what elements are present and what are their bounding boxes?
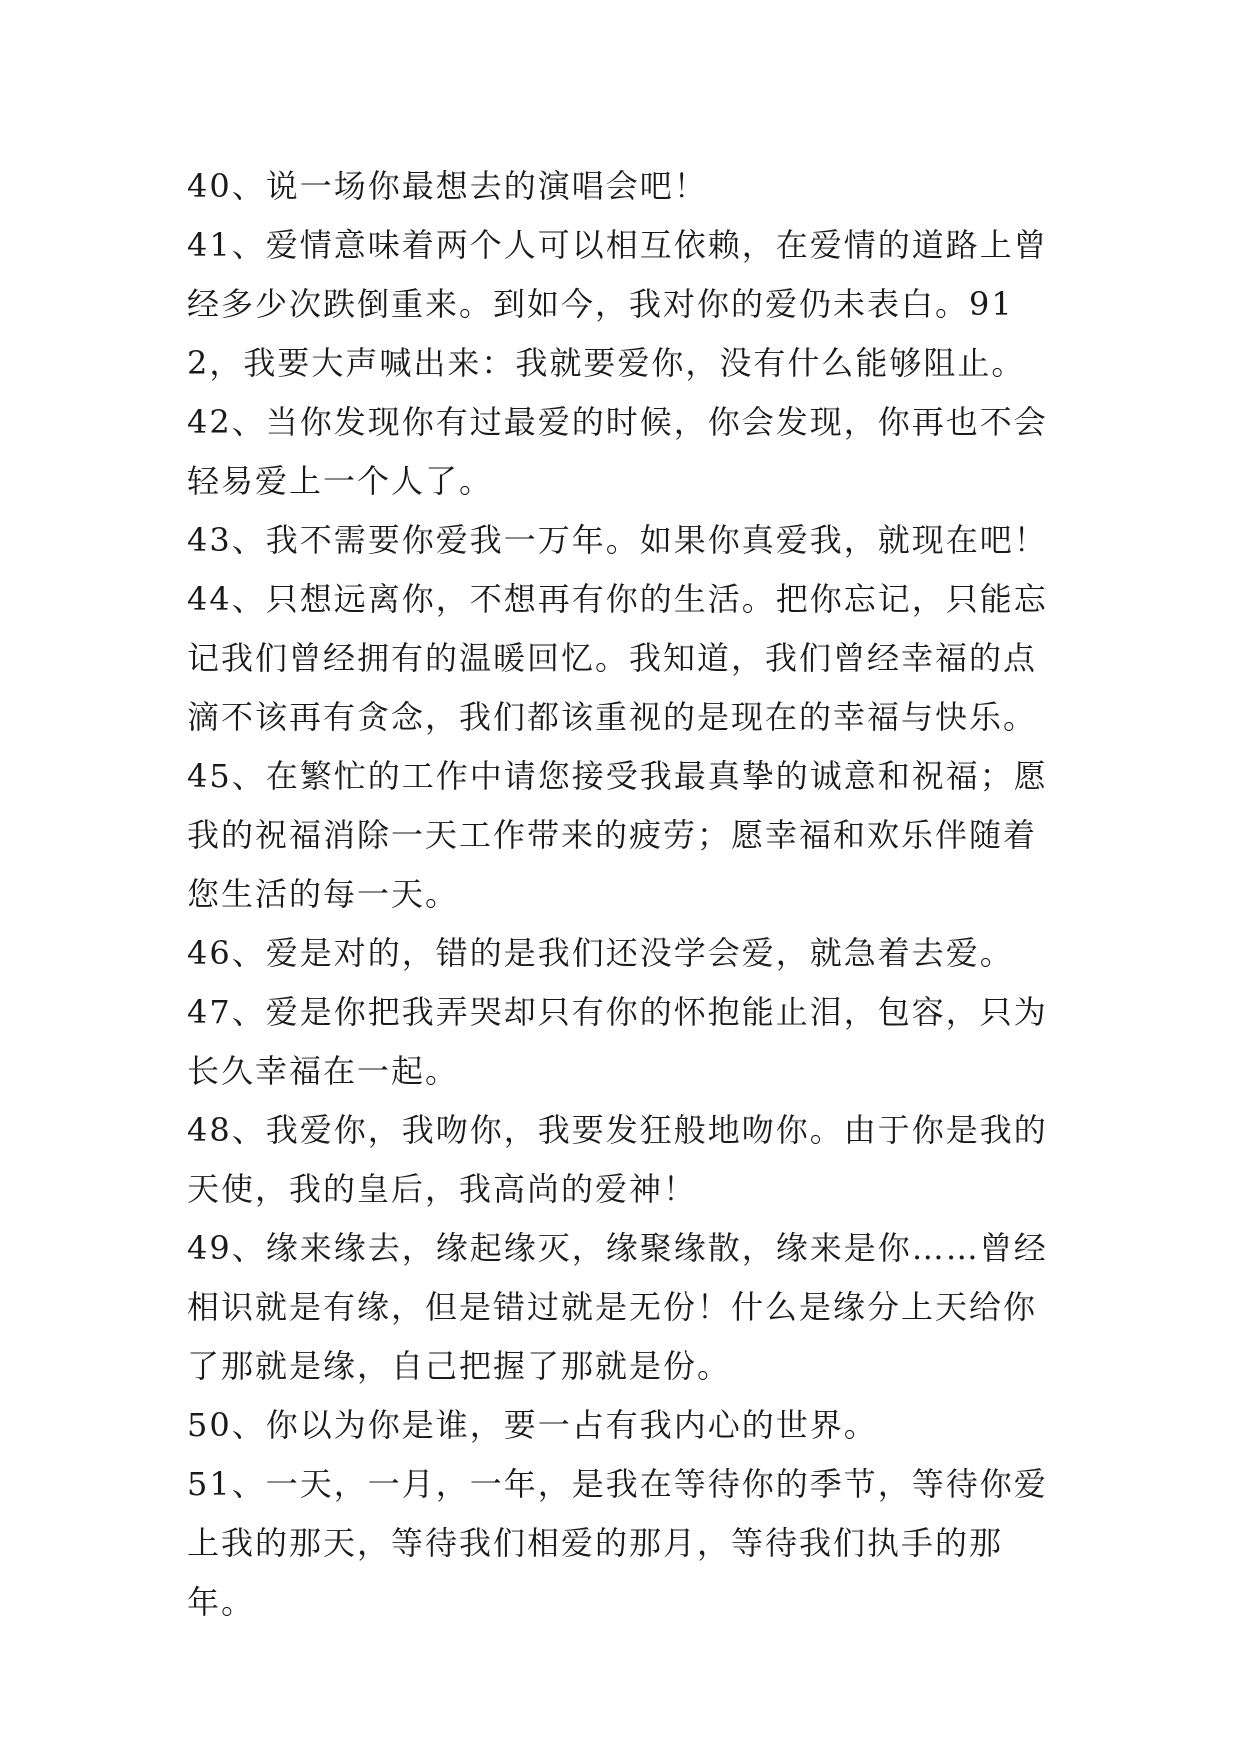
list-item: 51、一天，一月，一年，是我在等待你的季节，等待你爱上我的那天，等待我们相爱的那月，等待我们执手的那年。 (187, 1465, 1048, 1621)
list-item: 48、我爱你，我吻你，我要发狂般地吻你。由于你是我的天使，我的皇后，我高尚的爱神！ (187, 1111, 1048, 1208)
document-body (187, 157, 1059, 1632)
list-item: 40、说一场你最想去的演唱会吧！ (187, 167, 708, 205)
list-item: 43、我不需要你爱我一万年。如果你真爱我，就现在吧！ (187, 521, 1048, 559)
list-item: 44、只想远离你，不想再有你的生活。把你忘记，只能忘记我们曾经拥有的温暖回忆。我知道，我们曾经幸福的点滴不该再有贪念，我们都该重视的是现在的幸福与快乐。 (187, 580, 1048, 736)
list-item: 45、在繁忙的工作中请您接受我最真挚的诚意和祝福；愿我的祝福消除一天工作带来的疲劳；愿幸福和欢乐伴随着您生活的每一天。 (187, 757, 1048, 913)
list-item: 47、爱是你把我弄哭却只有你的怀抱能止泪，包容，只为长久幸福在一起。 (187, 993, 1048, 1090)
list-item: 50、你以为你是谁，要一占有我内心的世界。 (187, 1406, 878, 1444)
list-item: 49、缘来缘去，缘起缘灭，缘聚缘散，缘来是你……曾经相识就是有缘，但是错过就是无份！什么是缘分上天给你了那就是缘，自己把握了那就是份。 (187, 1229, 1048, 1385)
list-item: 41、爱情意味着两个人可以相互依赖，在爱情的道路上曾经多少次跌倒重来。到如今，我对你的爱仍未表白。912，我要大声喊出来：我就要爱你，没有什么能够阻止。 (187, 226, 1048, 382)
list-item: 46、爱是对的，错的是我们还没学会爱，就急着去爱。 (187, 934, 1014, 972)
list-item: 42、当你发现你有过最爱的时候，你会发现，你再也不会轻易爱上一个人了。 (187, 403, 1048, 500)
